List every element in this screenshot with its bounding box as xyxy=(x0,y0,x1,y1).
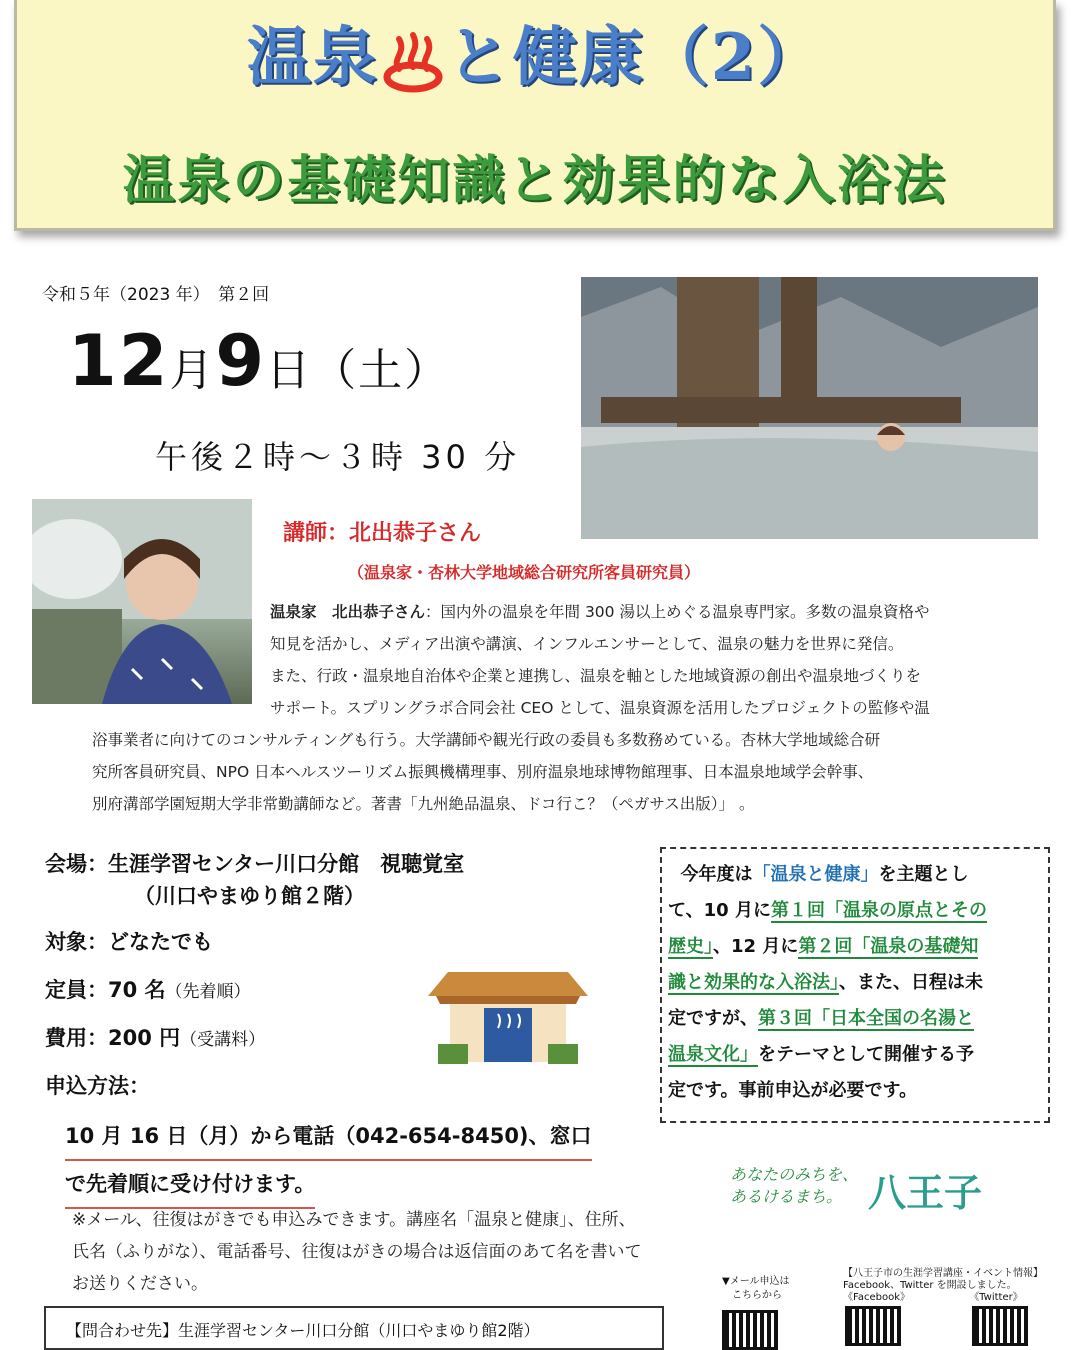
qr-code-icon[interactable] xyxy=(845,1306,901,1346)
capacity xyxy=(45,974,251,1004)
series-description xyxy=(660,847,1050,1123)
mail-label-line2: こちらから xyxy=(732,1290,782,1301)
edition-label: 令和５年（2023 年） 第２回 xyxy=(42,285,270,305)
bio-line: 究所客員研究員、NPO 日本ヘルスツーリズム振興機構理事、別府温泉地球博物館理事、日本温泉地域学会幹事、 xyxy=(92,763,874,781)
series-text: をテーマとして開催する予 xyxy=(758,1044,974,1065)
date-month-unit: 月 xyxy=(169,345,216,396)
lecturer-affiliation: （温泉家・杏林大学地域総合研究所客員研究員） xyxy=(348,563,701,582)
series-session2: 識と効果的な入浴法」 xyxy=(668,972,839,993)
slogan-line1: あなたのみちを、 xyxy=(730,1165,859,1184)
bio-line: サポート。スプリングラボ合同会社 CEO として、温泉資源を活用したプロジェクトの監修や温 xyxy=(270,699,930,717)
series-session1: 歴史」 xyxy=(668,936,713,957)
bathhouse-icon xyxy=(428,968,588,1072)
bio-line: 知見を活かし、メディア出演や講演、インフルエンサーとして、温泉の魅力を世界に発信。 xyxy=(270,635,904,653)
series-theme: 「温泉と健康」 xyxy=(752,864,879,885)
event-time: 午後２時～３時 30 分 xyxy=(155,438,521,476)
page-subtitle: 温泉の基礎知識と効果的な入浴法 xyxy=(122,150,948,211)
date-day: 9 xyxy=(215,320,267,402)
mail-apply-label xyxy=(722,1275,790,1303)
apply-method xyxy=(65,1113,592,1209)
contact-info: 【問合わせ先】生涯学習センター川口分館（川口やまゆり館2階） xyxy=(44,1306,664,1350)
date-month: 12 xyxy=(68,320,170,402)
venue-sub: （川口やまゆり館２階） xyxy=(134,884,365,908)
bio-line xyxy=(92,596,1052,628)
slogan-line2: あるけるまち。 xyxy=(730,1187,843,1206)
fee xyxy=(45,1022,265,1052)
title-banner xyxy=(14,0,1056,231)
series-text: 、12 月に xyxy=(713,936,799,957)
title-part1: 温泉 xyxy=(246,20,379,95)
city-slogan xyxy=(730,1164,858,1208)
series-text: 、また、日程は未 xyxy=(839,972,983,993)
bio-lead: 温泉家 北出恭子さん xyxy=(270,603,426,621)
sns-facebook-label: 《Facebook》 xyxy=(843,1292,910,1303)
fee-note: （受講料） xyxy=(180,1030,266,1050)
hot-spring-photo xyxy=(581,277,1038,539)
sns-twitter-label: 《Twitter》 xyxy=(969,1292,1023,1303)
series-text: を主題とし xyxy=(878,864,969,885)
apply-line2: で先着順に受け付けます。 xyxy=(65,1161,315,1209)
venue: 会場：生涯学習センター川口分館 視聴覚室 xyxy=(45,852,465,876)
bio-text: ：国内外の温泉を年間 300 湯以上めぐる温泉専門家。多数の温泉資格や xyxy=(425,603,930,621)
sns-label xyxy=(843,1268,1043,1304)
fee-label: 費用：200 円 xyxy=(45,1026,181,1050)
title-part2: と健康（2） xyxy=(446,20,824,95)
date-day-unit: 日（土） xyxy=(266,345,451,396)
apply-label: 申込方法： xyxy=(45,1074,150,1098)
series-session3: 温泉文化」 xyxy=(668,1044,758,1065)
lecturer-name: 講師：北出恭子さん xyxy=(283,521,482,546)
bio-line: 浴事業者に向けてのコンサルティングも行う。大学講師や観光行政の委員も多数務めている。杏林大学地域総合研 xyxy=(92,731,881,749)
sns-label-line1: 【八王子市の生涯学習講座・イベント情報】 xyxy=(843,1268,1043,1279)
page-title xyxy=(17,6,1053,98)
apply-note: ※メール、往復はがきでも申込みできます。講座名「温泉と健康」、住所、氏名（ふりがな）、電話番号、往復はがきの場合は返信面のあて名を書いてお送りください。 xyxy=(72,1210,642,1294)
capacity-note: （先着順） xyxy=(165,982,251,1002)
lecturer-bio xyxy=(92,596,1052,820)
capacity-label: 定員：70 名 xyxy=(45,978,166,1002)
event-date xyxy=(68,320,450,402)
qr-code-icon[interactable] xyxy=(722,1310,778,1350)
series-text: 今年度は xyxy=(680,864,753,885)
apply-line1: 10 月 16 日（月）から電話（042-654-8450)、窓口 xyxy=(65,1113,592,1161)
bio-line: 別府溝部学園短期大学非常勤講師など。著書「九州絶品温泉、ドコ行こ？（ペガサス出版）」 。 xyxy=(92,795,755,813)
qr-code-icon[interactable] xyxy=(972,1306,1028,1346)
sns-label-line2: Facebook、Twitter を開設しました。 xyxy=(843,1280,1017,1291)
series-session1: 第１回「温泉の原点とその xyxy=(770,900,987,921)
series-text: て、10 月に xyxy=(668,900,771,921)
series-text: 定ですが、 xyxy=(668,1008,758,1029)
target: 対象：どなたでも xyxy=(45,930,213,954)
series-session2: 第２回「温泉の基礎知 xyxy=(798,936,979,957)
city-logo: 八王子 xyxy=(868,1171,983,1215)
onsen-icon xyxy=(379,31,447,95)
mail-label-line1: ▼メール申込は xyxy=(722,1276,790,1287)
series-text: 定です。事前申込が必要です。 xyxy=(668,1080,918,1101)
bio-line: また、行政・温泉地自治体や企業と連携し、温泉を軸とした地域資源の創出や温泉地づくりを xyxy=(270,667,922,685)
series-session3: 第３回「日本全国の名湯と xyxy=(758,1008,974,1029)
